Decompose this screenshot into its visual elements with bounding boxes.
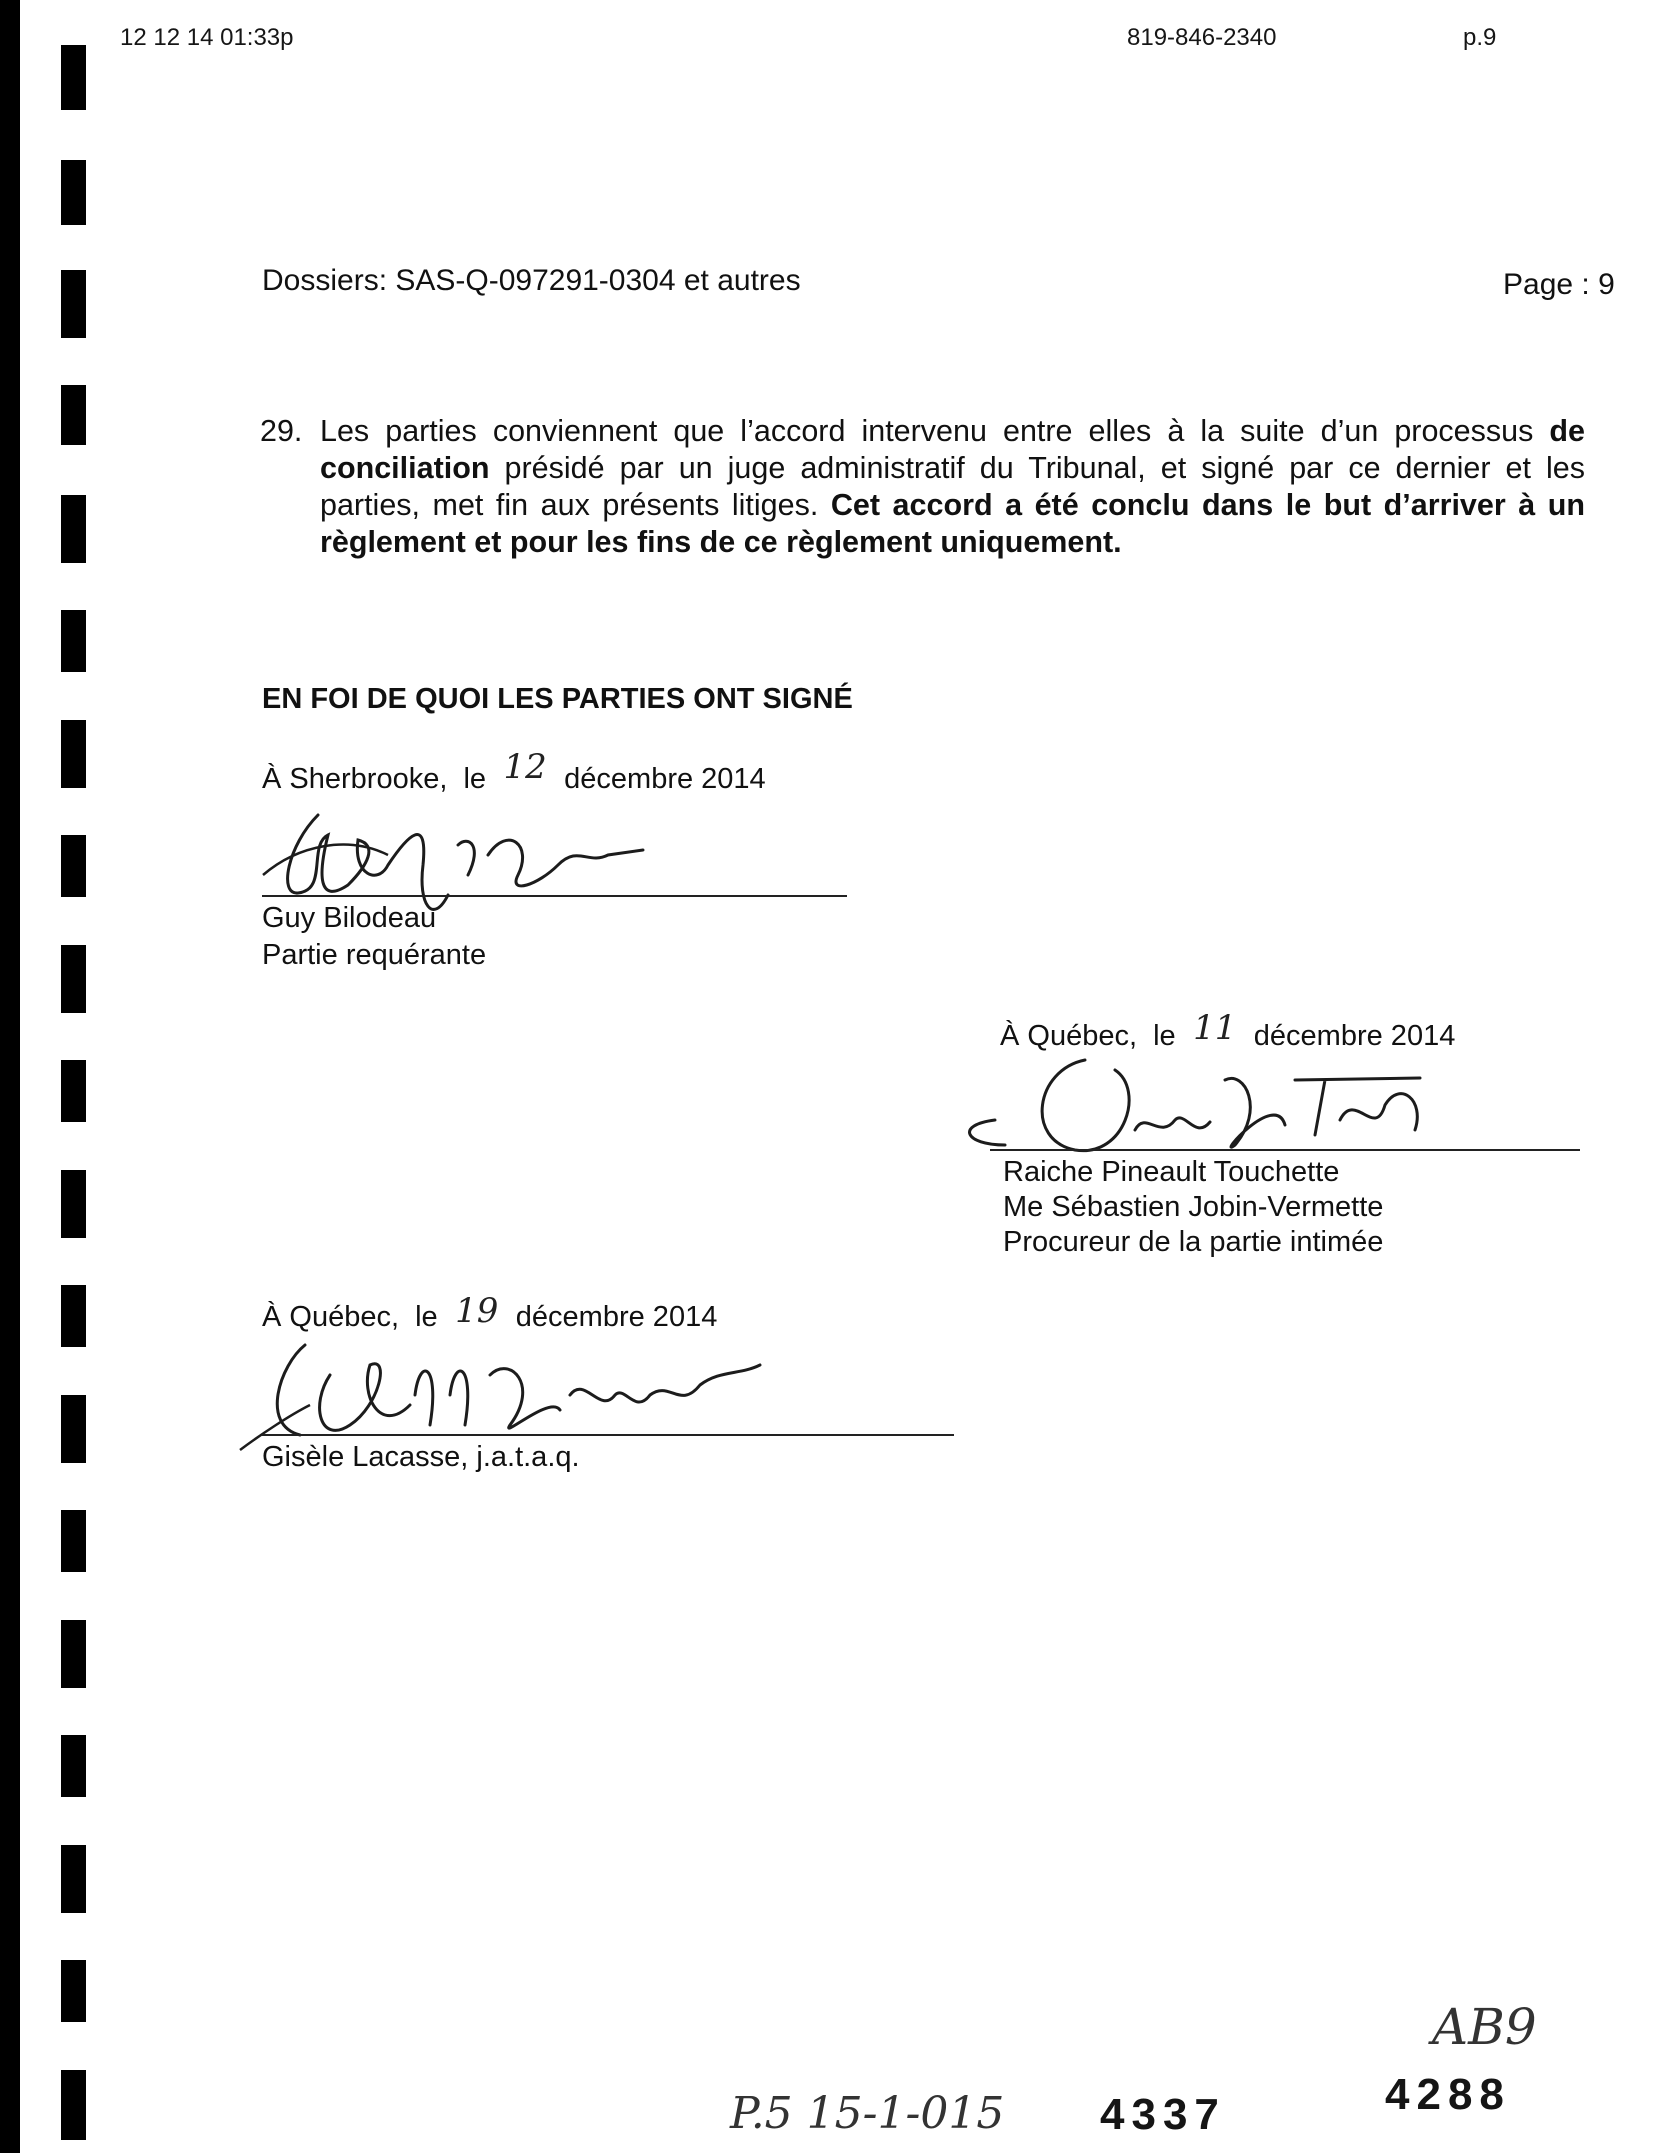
fax-timestamp: 12 12 14 01:33p xyxy=(120,24,294,51)
signature-3-day: 19 xyxy=(455,1291,499,1331)
page-number: Page : 9 xyxy=(1503,268,1615,301)
signature-1-line xyxy=(262,895,847,897)
signature-1-month-year: décembre 2014 xyxy=(564,763,766,795)
signature-3-date xyxy=(262,1291,718,1335)
signature-1-le: le xyxy=(463,763,487,795)
paragraph-bold-b: Cet accord a été conclu dans le but d’arriver à un règlement et pour les fins de ce règlement uniquement. xyxy=(320,488,1586,559)
signature-3-line xyxy=(262,1434,954,1436)
handwritten-initials: AB9 xyxy=(1432,1998,1537,2056)
signature-2-scribble xyxy=(945,1050,1445,1170)
paragraph-text-a: Les parties conviennent que l’accord intervenu entre elles à la suite d’un processus xyxy=(320,414,1550,448)
paragraph-text-b: présidé par un juge administratif du Tribunal, et signé par ce dernier et les parties, met fin aux présents litiges. xyxy=(320,451,1585,522)
dossiers-reference: Dossiers: SAS-Q-097291-0304 et autres xyxy=(262,264,801,297)
fax-page: p.9 xyxy=(1463,24,1497,51)
signature-2-date xyxy=(1000,1008,1456,1054)
paragraph-bold-a: de conciliation xyxy=(320,414,1585,485)
signature-2-role: Procureur de la partie intimée xyxy=(1003,1226,1384,1258)
signature-1-name: Guy Bilodeau xyxy=(262,902,437,934)
signature-1-date xyxy=(262,747,766,797)
signature-3-month-year: décembre 2014 xyxy=(515,1301,718,1333)
signature-1-role: Partie requérante xyxy=(262,939,487,971)
paragraph-body xyxy=(320,413,1585,561)
signature-3-name: Gisèle Lacasse, j.a.t.a.q. xyxy=(262,1441,580,1473)
signature-2-name2: Me Sébastien Jobin-Vermette xyxy=(1003,1191,1384,1223)
signature-3-place: À Québec, xyxy=(262,1301,400,1333)
scan-edge xyxy=(0,0,20,2153)
fax-phone: 819-846-2340 xyxy=(1127,24,1277,51)
stamp-number-right: 4288 xyxy=(1385,2070,1511,2119)
signature-3-scribble xyxy=(240,1335,780,1455)
signature-2-month-year: décembre 2014 xyxy=(1253,1020,1456,1052)
signature-2-day: 11 xyxy=(1193,1008,1237,1048)
attestation-heading: EN FOI DE QUOI LES PARTIES ONT SIGNÉ xyxy=(262,683,853,715)
signature-2-place: À Québec, xyxy=(1000,1020,1138,1052)
signature-1-place: À Sherbrooke, xyxy=(262,763,448,795)
handwritten-reference: P.5 15-1-015 xyxy=(730,2088,1005,2139)
signature-2-name: Raiche Pineault Touchette xyxy=(1003,1156,1340,1188)
signature-1-day: 12 xyxy=(503,747,547,787)
stamp-number-left: 4337 xyxy=(1100,2090,1226,2139)
signature-2-le: le xyxy=(1153,1020,1176,1052)
signature-2-line xyxy=(990,1149,1580,1151)
paragraph-number: 29. xyxy=(260,414,303,448)
signature-3-le: le xyxy=(415,1301,438,1333)
